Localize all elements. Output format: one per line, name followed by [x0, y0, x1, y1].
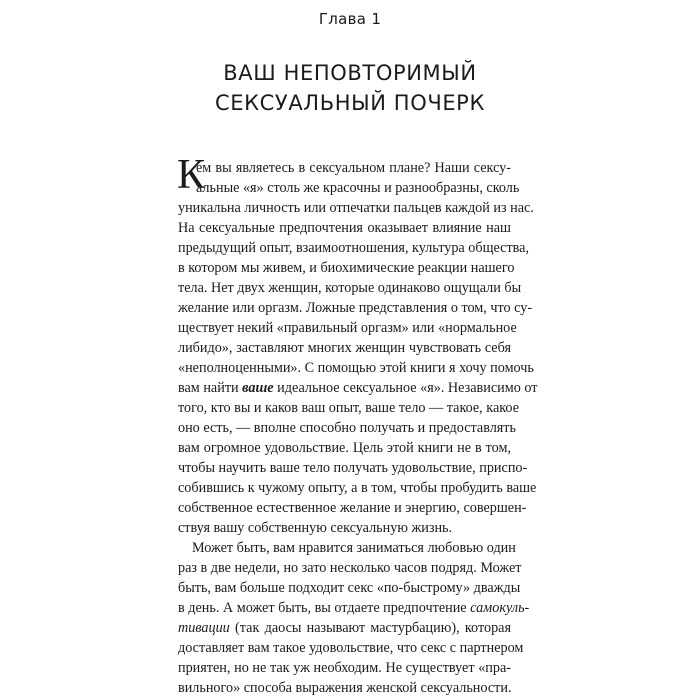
text-line: На сексуальные предпочтения оказывает влияние наш	[178, 220, 511, 236]
text-line: быть, вам больше подходит секс «по-быстрому» дважды	[178, 580, 521, 596]
text-line: ществует некий «правильный оргазм» или «нормальное	[178, 320, 517, 336]
text-fragment: вам найти	[178, 380, 239, 396]
chapter-label: Глава 1	[318, 10, 382, 28]
text-line: чтобы научить ваше тело получать удовольствие, приспо-	[178, 460, 528, 476]
drop-cap: К	[177, 152, 206, 198]
chapter-title	[0, 58, 700, 118]
text-line: альные «я» столь же красочны и разнообразны, сколь	[196, 180, 520, 196]
text-line: приятен, но не так уж необходим. Не существует «пра-	[178, 660, 511, 676]
text-line	[178, 598, 530, 618]
text-fragment: в день. А может быть, вы отдаете предпочтение	[178, 600, 467, 616]
chapter-title-line-1: ВАШ НЕПОВТОРИМЫЙ	[223, 61, 477, 85]
text-line: собственное естественное желание и энергию, совершен-	[178, 500, 527, 516]
text-line: вам огромное удовольствие. Цель этой книги не в том,	[178, 440, 511, 456]
text-line: тела. Нет двух женщин, которые одинаково ощущали бы	[178, 280, 522, 296]
text-line: того, кто вы и каков ваш опыт, ваше тело — такое, какое	[178, 400, 519, 416]
chapter-title-line-2: СЕКСУАЛЬНЫЙ ПОЧЕРК	[215, 91, 485, 115]
emphasis-text: ваше	[242, 380, 274, 396]
italic-term: тивации	[178, 620, 230, 636]
text-line: предыдущий опыт, взаимоотношения, культура общества,	[178, 240, 529, 256]
text-line: в котором мы живем, и биохимические реакции нашего	[178, 260, 515, 276]
text-line: вильного» способа выражения женской сексуальности.	[178, 680, 512, 696]
text-fragment: (так даосы называют мастурбацию), которая	[235, 620, 511, 636]
text-line: раз в две недели, но зато несколько часов подряд. Может	[178, 560, 522, 576]
text-line: собившись к чужому опыту, а в том, чтобы пробудить ваше	[178, 480, 537, 496]
text-line	[178, 378, 538, 398]
text-line: желание или оргазм. Ложные представления о том, что су-	[178, 300, 533, 316]
text-fragment: идеальное сексуальное «я». Независимо от	[277, 380, 538, 396]
text-line	[178, 618, 511, 638]
body-text	[177, 152, 538, 698]
text-line: доставляет вам такое удовольствие, что секс с партнером	[178, 640, 524, 656]
text-line: уникальна личность или отпечатки пальцев каждой из нас.	[178, 200, 534, 216]
text-line: ем вы являетесь в сексуальном плане? Наши сексу-	[196, 160, 511, 176]
text-line: ствуя вашу собственную сексуальную жизнь.	[178, 520, 453, 536]
italic-term: самокуль-	[470, 600, 530, 616]
text-line: «неполноценными». С помощью этой книги я хочу помочь	[178, 360, 534, 376]
text-line: оно есть, — вполне способно получать и предоставлять	[178, 420, 516, 436]
text-line: Может быть, вам нравится заниматься любовью один	[192, 540, 516, 556]
text-line: либидо», заставляют многих женщин чувствовать себя	[178, 340, 511, 356]
